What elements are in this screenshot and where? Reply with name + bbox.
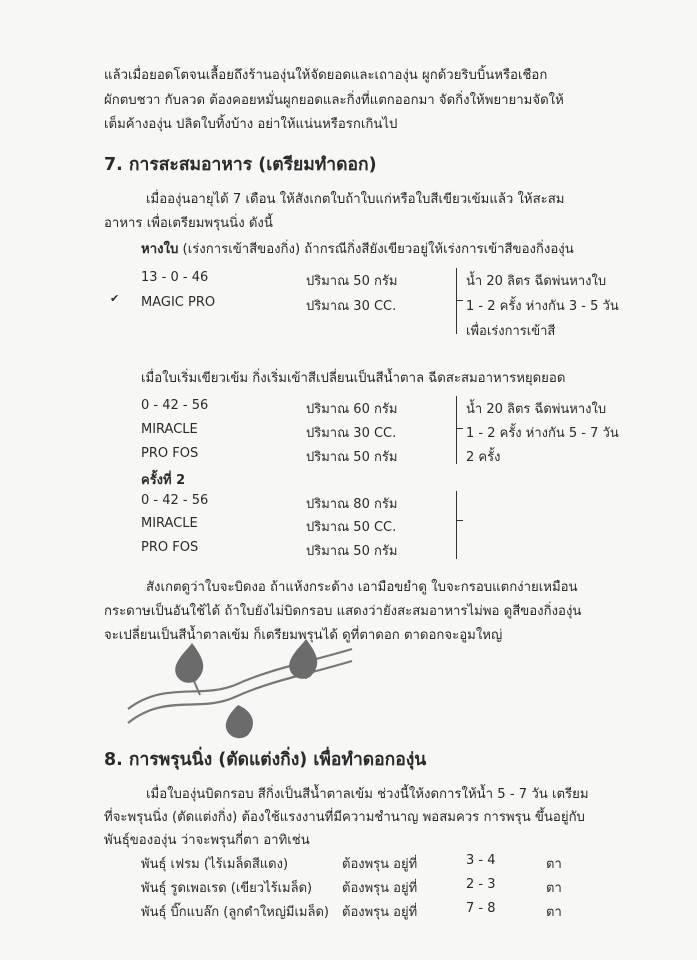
- variety-name-3: พันธุ์ บิ๊กแบล๊ก (ลูกดำใหญ่มีเมล็ด): [141, 905, 329, 920]
- leaf-icon: [289, 639, 317, 679]
- round-2-label: ครั้งที่ 2: [141, 473, 186, 488]
- variety-unit-2: ตา: [546, 881, 562, 896]
- variety-unit-1: ตา: [546, 857, 562, 872]
- mix3-qty-2: ปริมาณ 50 CC.: [306, 520, 397, 535]
- mix1-note-2: 1 - 2 ครั้ง ห่างกัน 3 - 5 วัน: [466, 299, 619, 314]
- tail-text: (เร่งการเข้าสีของกิ่ง) ถ้ากรณีกิ่งสียังเขียวอยู่ให้เร่งการเข้าสีของกิ่งองุ่น: [178, 242, 574, 257]
- mix1-qty-1: ปริมาณ 50 กรัม: [306, 274, 398, 289]
- mix3-qty-1: ปริมาณ 80 กรัม: [306, 497, 398, 512]
- variety-prune-1: ต้องพรุน อยู่ที่: [342, 857, 418, 872]
- section-8-heading: 8. การพรุนนิ่ง (ตัดแต่งกิ่ง) เพื่อทำดอกองุ่น: [104, 750, 427, 770]
- variety-buds-1: 3 - 4: [466, 853, 496, 868]
- variety-buds-3: 7 - 8: [466, 901, 496, 916]
- s8-para-line-2: ที่จะพรุนนิ่ง (ตัดแต่งกิ่ง) ต้องใช้แรงงานที่มีความชำนาญ พอสมควร การพรุน ขึ้นอยู่กับ: [104, 810, 585, 825]
- s8-para-line-1: เมื่อใบองุ่นบิดกรอบ สีกิ่งเป็นสีน้ำตาลเข้ม ช่วงนี้ให้งดการให้น้ำ 5 - 7 วัน เตรียม: [146, 787, 589, 802]
- mix2-qty-3: ปริมาณ 50 กรัม: [306, 450, 398, 465]
- mix2-name-1: 0 - 42 - 56: [141, 398, 209, 413]
- mix3-brace: [456, 491, 457, 559]
- s8-para-line-3: พันธุ์ขององุ่น ว่าจะพรุนกี่ตา อาทิเช่น: [104, 833, 310, 848]
- mix1-note-1: น้ำ 20 ลิตร ฉีดพ่นหางใบ: [466, 274, 607, 289]
- mix1-note-3: เพื่อเร่งการเข้าสี: [466, 324, 556, 339]
- mix2-note-1: น้ำ 20 ลิตร ฉีดพ่นหางใบ: [466, 402, 607, 417]
- mix2-brace: [456, 396, 457, 464]
- mix2-name-3: PRO FOS: [141, 446, 199, 461]
- variety-prune-3: ต้องพรุน อยู่ที่: [342, 905, 418, 920]
- s7-para-line-1: เมื่อองุ่นอายุได้ 7 เดือน ให้สังเกตใบถ้าใบแก่หรือใบสีเขียวเข้มแล้ว ให้สะสม: [146, 192, 565, 207]
- mix2-note-3: 2 ครั้ง: [466, 450, 501, 465]
- section-7-heading: 7. การสะสมอาหาร (เตรียมทำดอก): [104, 155, 377, 175]
- variety-unit-3: ตา: [546, 905, 562, 920]
- s7-para3-line-3: จะเปลี่ยนเป็นสีน้ำตาลเข้ม ก็เตรียมพรุนได้ ดูที่ตาดอก ตาดอกจะอูมใหญ่: [104, 628, 503, 643]
- intro-line-1: แล้วเมื่อยอดโตจนเลื้อยถึงร้านองุ่นให้จัดยอดและเถาองุ่น ผูกด้วยริบบิ้นหรือเชือก: [104, 68, 548, 83]
- mix3-name-3: PRO FOS: [141, 540, 199, 555]
- leaf-icon: [226, 705, 253, 738]
- mix1-name-1: 13 - 0 - 46: [141, 270, 209, 285]
- variety-name-2: พันธุ์ รูดเพอเรด (เขียวไร้เมล็ด): [141, 881, 313, 896]
- tail-label: หางใบ: [141, 242, 179, 257]
- leaf-icon: [175, 643, 203, 683]
- mix3-brace-tick: [456, 520, 463, 521]
- stray-mark: ✔: [110, 292, 120, 305]
- mix2-name-2: MIRACLE: [141, 422, 198, 437]
- mix2-qty-1: ปริมาณ 60 กรัม: [306, 402, 398, 417]
- s7-para3-line-2: กระดาษเป็นอันใช้ได้ ถ้าใบยังไม่บิดกรอบ แสดงว่ายังสะสมอาหารไม่พอ ดูสีของกิ่งองุ่น: [104, 604, 582, 619]
- mix1-brace-tick: [456, 300, 463, 301]
- mix2-brace-tick: [456, 428, 463, 429]
- grape-vine-illustration: [120, 635, 360, 745]
- s7-para-line-2: อาหาร เพื่อเตรียมพรุนนิ่ง ดังนี้: [104, 216, 273, 231]
- s7-para2: เมื่อใบเริ่มเขียวเข้ม กิ่งเริ่มเข้าสีเปลี่ยนเป็นสีน้ำตาล ฉีดสะสมอาหารหยุดยอด: [141, 371, 566, 386]
- mix1-qty-2: ปริมาณ 30 CC.: [306, 299, 397, 314]
- s7-tail-line: [141, 238, 574, 259]
- mix2-note-2: 1 - 2 ครั้ง ห่างกัน 5 - 7 วัน: [466, 426, 619, 441]
- mix2-qty-2: ปริมาณ 30 CC.: [306, 426, 397, 441]
- variety-prune-2: ต้องพรุน อยู่ที่: [342, 881, 418, 896]
- variety-name-1: พันธุ์ เฟรม (ไร้เมล็ดสีแดง): [141, 857, 289, 872]
- variety-buds-2: 2 - 3: [466, 877, 496, 892]
- mix1-brace: [456, 268, 457, 334]
- intro-line-3: เต็มค้างองุ่น ปลิดใบทิ้งบ้าง อย่าให้แน่นหรือรกเกินไป: [104, 117, 398, 132]
- mix3-name-1: 0 - 42 - 56: [141, 493, 209, 508]
- intro-line-2: ผักตบชวา กับลวด ต้องคอยหมั่นผูกยอดและกิ่งที่แตกออกมา จัดกิ่งให้พยายามจัดให้: [104, 93, 564, 108]
- mix1-name-2: MAGIC PRO: [141, 295, 216, 310]
- mix3-name-2: MIRACLE: [141, 516, 198, 531]
- mix3-qty-3: ปริมาณ 50 กรัม: [306, 544, 398, 559]
- s7-para3-line-1: สังเกตดูว่าใบจะบิดงอ ถ้าแห้งกระด้าง เอามือขยำดู ใบจะกรอบแตกง่ายเหมือน: [146, 580, 578, 595]
